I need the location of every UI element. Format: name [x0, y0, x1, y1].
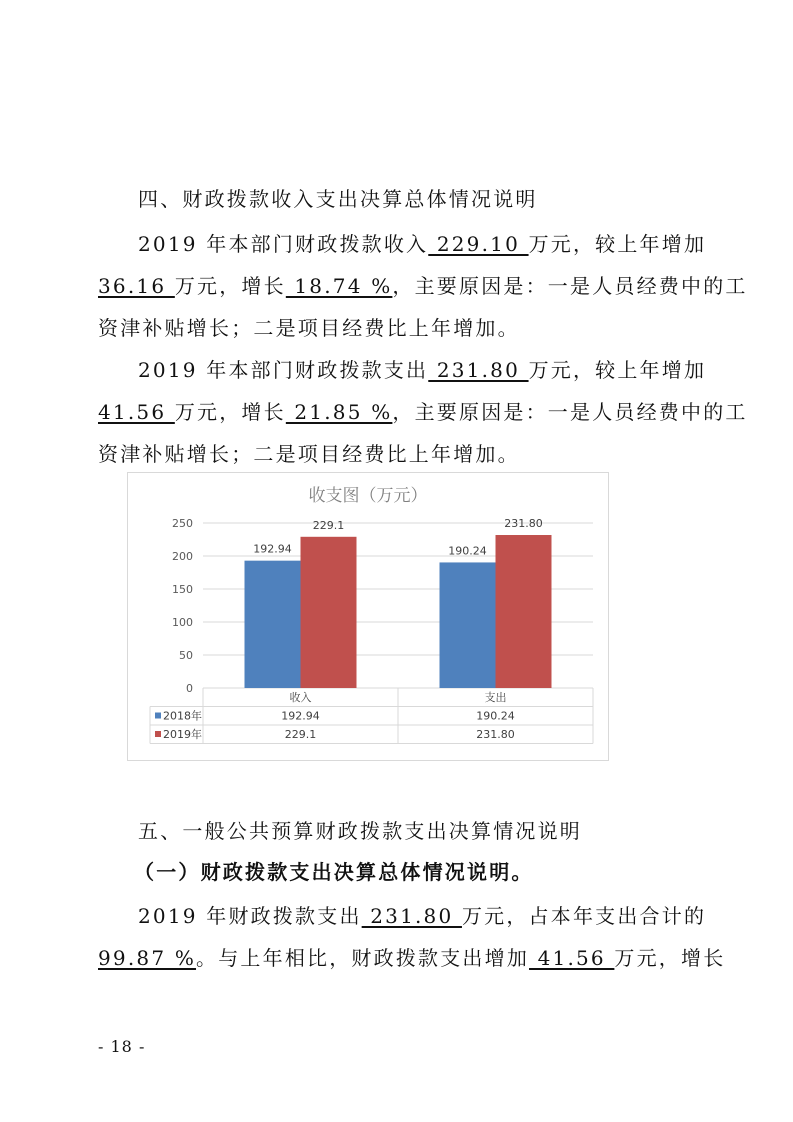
- expense-value: 231.80: [361, 904, 462, 928]
- data-label: 231.80: [504, 517, 543, 531]
- category-label: 收入: [289, 691, 312, 704]
- para2-line1: [138, 354, 706, 383]
- page-number: - 18 -: [98, 1037, 146, 1056]
- chart-title: 收支图（万元）: [308, 486, 428, 506]
- increase-value: 41.56: [529, 946, 615, 970]
- text: ，主要原因是：一是人员经费中的工: [392, 400, 748, 424]
- section5-subheading: （一）财政拨款支出决算总体情况说明。: [134, 860, 534, 884]
- text: 万元，增长: [614, 946, 726, 970]
- text: 。与上年相比，财政拨款支出增加: [196, 946, 530, 970]
- y-tick-label: 200: [172, 550, 193, 563]
- text: ，主要原因是：一是人员经费中的工: [392, 274, 748, 298]
- para2-line2: [98, 396, 748, 425]
- data-label: 229.1: [312, 518, 345, 532]
- para2-line3: 资津补贴增长；二是项目经费比上年增加。: [98, 442, 520, 466]
- income-value: 229.10: [428, 232, 529, 256]
- text: 万元，占本年支出合计的: [461, 904, 707, 928]
- y-tick-label: 150: [172, 583, 193, 596]
- para1-line2: [98, 270, 748, 299]
- y-tick-label: 100: [172, 616, 193, 629]
- table-cell: 192.94: [281, 709, 320, 723]
- y-tick-label: 50: [179, 649, 193, 662]
- chart-frame: [127, 472, 609, 761]
- legend-label: 2018年: [163, 709, 202, 723]
- section4-heading: 四、财政拨款收入支出决算总体情况说明: [138, 187, 538, 211]
- bar: [245, 561, 301, 688]
- text: 2019 年财政拨款支出: [138, 904, 362, 928]
- increase-value: 41.56: [98, 400, 175, 424]
- legend-swatch: [155, 713, 161, 719]
- y-tick-label: 250: [172, 517, 193, 530]
- data-label: 190.24: [448, 544, 487, 558]
- share-rate: 99.87 %: [98, 946, 197, 970]
- category-label: 支出: [484, 691, 507, 704]
- table-cell: 231.80: [476, 728, 515, 741]
- text: 万元，较上年增加: [528, 358, 707, 382]
- para3-line1: [138, 900, 706, 929]
- y-tick-label: 0: [186, 682, 193, 695]
- growth-rate: 18.74 %: [285, 274, 393, 298]
- para1-line3: 资津补贴增长；二是项目经费比上年增加。: [98, 316, 520, 340]
- legend-swatch: [155, 731, 161, 737]
- section5-heading: 五、一般公共预算财政拨款支出决算情况说明: [138, 819, 582, 843]
- bar-chart: [128, 473, 608, 760]
- bar: [440, 562, 496, 688]
- expense-value: 231.80: [428, 358, 529, 382]
- text: 万元，增长: [174, 400, 286, 424]
- text: 万元，增长: [174, 274, 286, 298]
- legend-label: 2019年: [163, 728, 202, 741]
- bar: [301, 537, 357, 688]
- text: 万元，较上年增加: [528, 232, 707, 256]
- text: 2019 年本部门财政拨款收入: [138, 232, 429, 256]
- growth-rate: 21.85 %: [285, 400, 393, 424]
- increase-value: 36.16: [98, 274, 175, 298]
- para1-line1: [138, 228, 706, 257]
- bar: [496, 535, 552, 688]
- table-cell: 229.1: [284, 728, 317, 741]
- data-label: 192.94: [253, 542, 292, 556]
- text: 2019 年本部门财政拨款支出: [138, 358, 429, 382]
- table-cell: 190.24: [476, 709, 515, 723]
- para3-line2: [98, 942, 725, 971]
